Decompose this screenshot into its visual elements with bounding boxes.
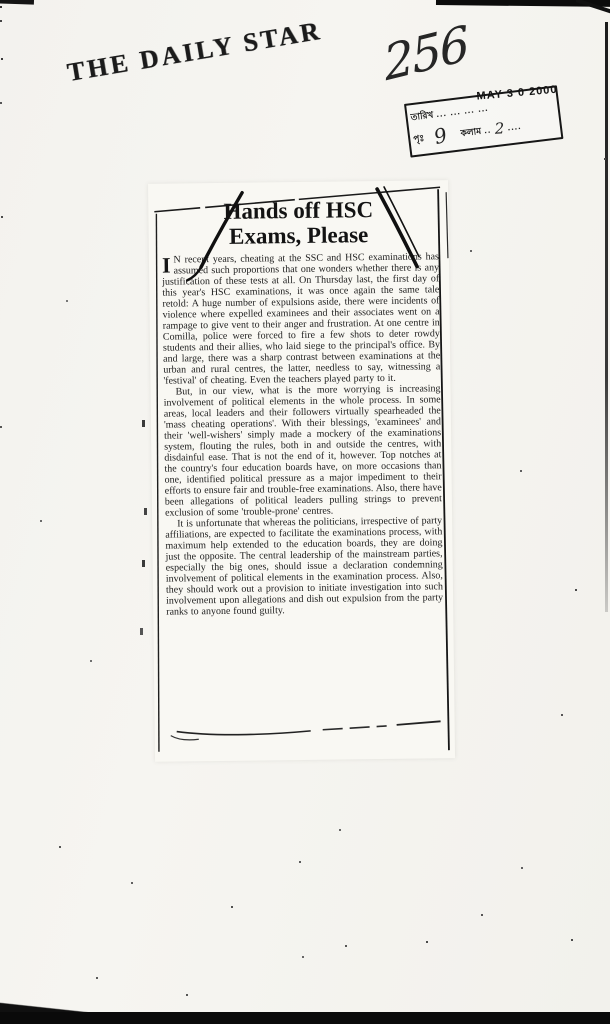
article-body [162, 251, 443, 617]
stamp-column-label: কলাম [460, 126, 482, 139]
scan-edge-right [605, 22, 608, 612]
margin-pen-marks [142, 420, 145, 427]
scan-speckles [0, 0, 2, 2]
stamp-column-handwritten-value: 2 [494, 119, 506, 138]
stamp-page-handwritten-value: 9 [431, 122, 450, 150]
stamp-date-label: তারিখ [410, 110, 434, 123]
article-paragraph-1 [162, 251, 441, 386]
newspaper-clipping [148, 180, 455, 762]
publication-name: THE DAILY STAR [65, 15, 325, 88]
scan-edge-left-ticks [0, 6, 2, 8]
scan-edge-top-left [0, 0, 34, 5]
headline-line-1: Hands off HSC [223, 197, 374, 224]
stamp-page-label: পৃঃ [412, 133, 425, 145]
stamp-column-dots-after: .... [506, 120, 523, 133]
article-paragraph-3: It is unfortunate that whereas the politicians, irrespective of party affiliations, are expected to facilitate the examinations process, with maximum help extended to the education boards, they are doing just the opposite. The central leadership of the mainstream parties, especially the big ones, should issue a declaration condemning involvement of political elements in the examination process. Also, they should work out a provision to initiate investigation into such involvement upon allegations and dish out expulsion from the party ranks to anyone found guilty. [165, 515, 444, 618]
stamp-date-value: MAY 3 0 2000 [476, 83, 558, 103]
dropcap: I [161, 252, 171, 278]
archive-stamp-box [404, 85, 563, 157]
paragraph-1-text: N recent years, cheating at the SSC and HSC examinations has assumed such proportions that one wonders whether there is any justification of these tests at all. On Thursday last, the first day of this year's HSC examinations, it was once again the same tale retold: A huge number of expulsions aside, there were incidents of violence where expelled examinees and their associates went on a rampage to give vent to their anger and frustration. At one centre in Comilla, police were forced to fire a few shots to deter rowdy students and their allies, who laid siege to the principal's office. By and large, there was a sharp contrast between examinations at the urban and rural centres, the latter, needless to say, witnessing a 'festival' of cheating. Even the teachers played party to it. [162, 251, 441, 387]
scan-edge-bottom [0, 1012, 610, 1024]
article-paragraph-2: But, in our view, what is the more worrying is increasing involvement of political elements in the whole process. In some areas, local leaders and their followers virtually spearheaded the 'mass cheating operations'. With their blessings, 'examinees' and their 'well-wishers' simply made a mockery of the examinations system, flouting the rules, both in and outside the centres, with disdainful ease. That is not the end of it, however. Top notches at the country's four education boards have, on more occasions than one, identified political pressure as a major impediment to their efforts to ensure fair and trouble-free examinations. Also, there have been allegations of political leaders pulling strings to prevent exclusion of some 'trouble-prone' centres. [163, 383, 442, 519]
handwritten-folio-number: 256 [381, 15, 471, 93]
article-headline [166, 196, 431, 249]
headline-line-2: Exams, Please [228, 222, 369, 249]
stamp-column-dots-before: .. [483, 124, 492, 136]
stamp-date-dots: ... ... ... ... [435, 102, 490, 120]
